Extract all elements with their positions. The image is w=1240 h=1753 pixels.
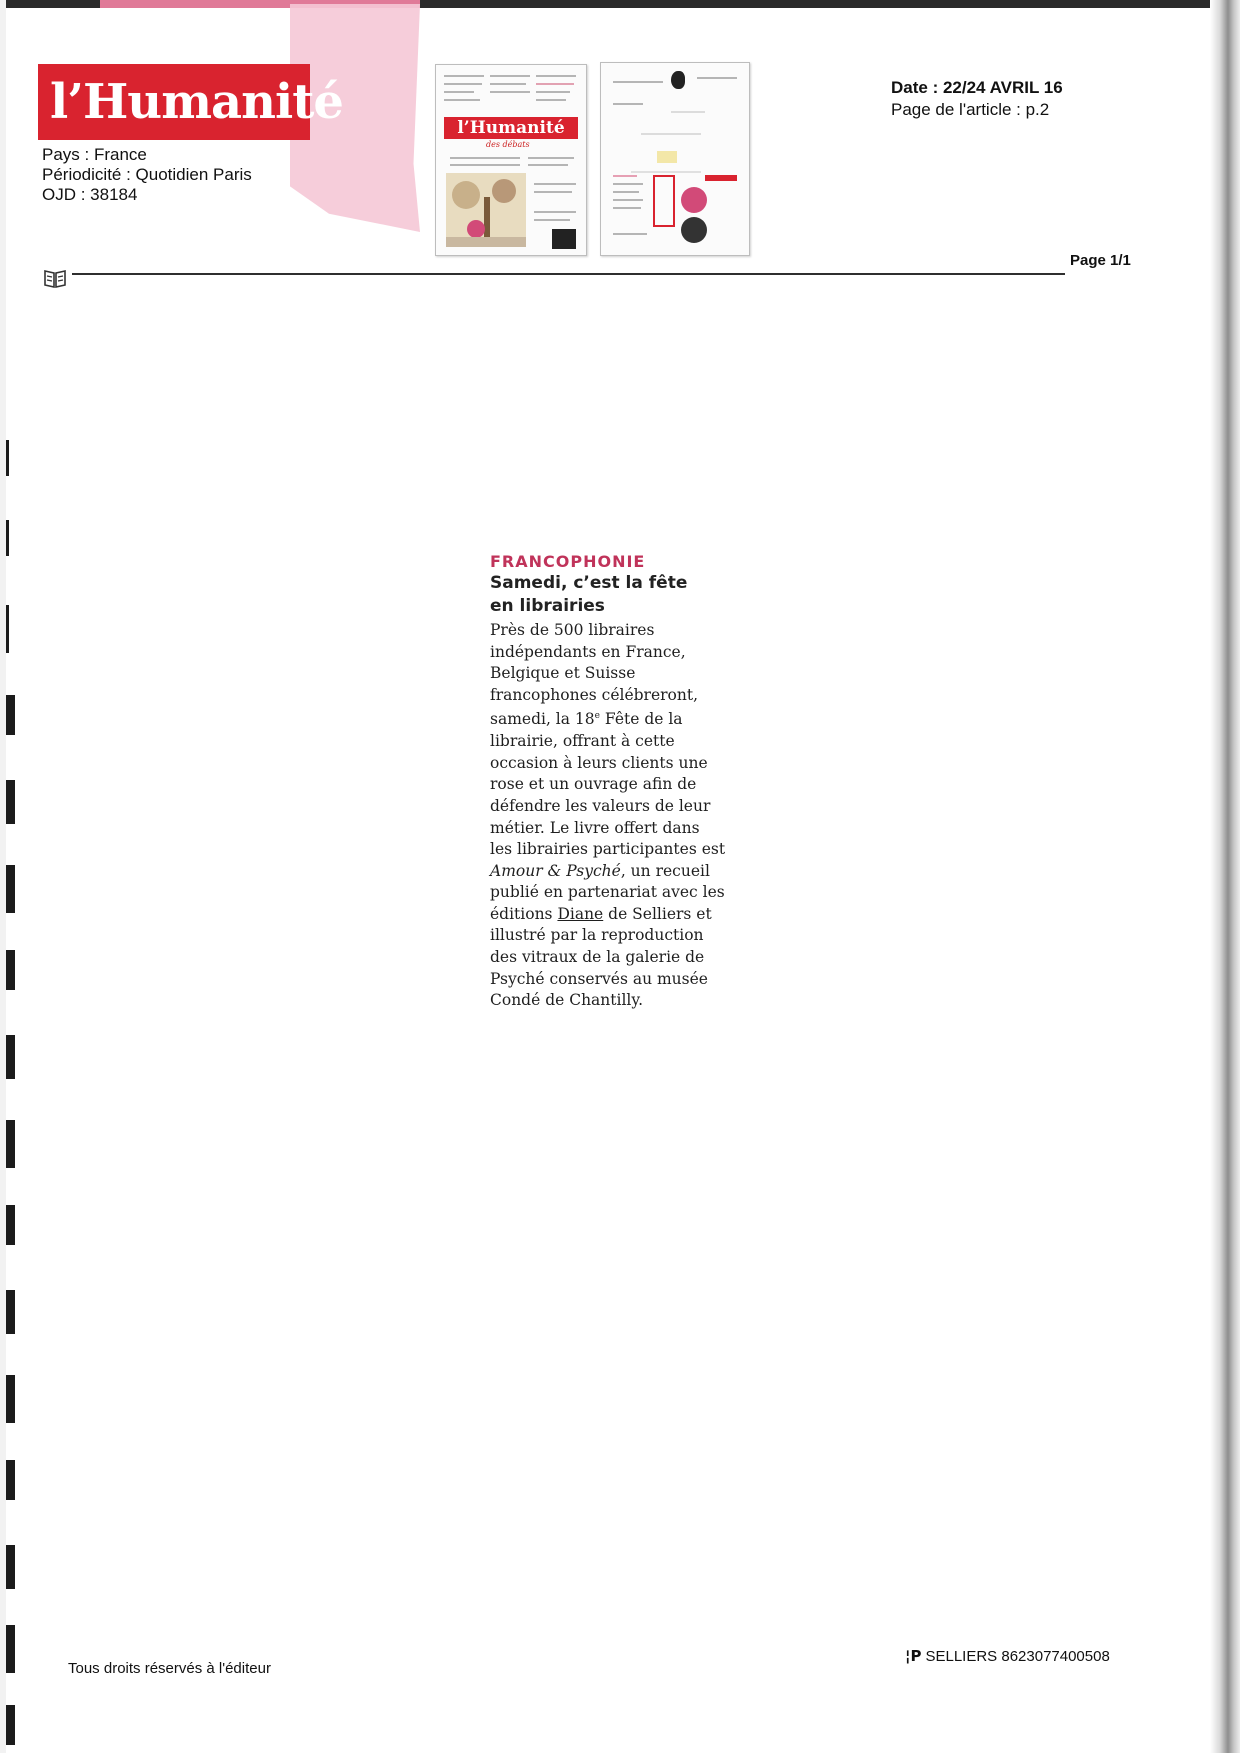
article-page: Page de l'article : p.2 <box>891 100 1050 119</box>
thumbnail-masthead: l’Humanité <box>444 117 578 139</box>
punch-hole <box>6 1625 15 1673</box>
punch-hole <box>6 1290 15 1334</box>
punch-hole <box>6 1460 15 1500</box>
page-count: Page 1/1 <box>1070 252 1131 269</box>
country-line: Pays : France <box>42 145 147 164</box>
barcode-icon: ¦P <box>905 1647 922 1665</box>
punch-hole <box>6 1545 15 1589</box>
body-text-4: de Selliers et illustré par la reproduction des vitraux de la galerie de Psyché conservés au musée Condé de Chantilly. <box>490 904 712 1010</box>
punch-hole <box>6 950 15 990</box>
article-body <box>490 620 726 1012</box>
book-title: Amour & Psyché <box>490 861 621 880</box>
document-code-text: SELLIERS 8623077400508 <box>925 1648 1110 1665</box>
punch-hole <box>6 695 15 735</box>
punch-hole <box>6 1705 15 1745</box>
punch-hole <box>6 1120 15 1168</box>
scan-right-edge <box>1210 0 1240 1753</box>
punch-hole <box>6 1205 15 1245</box>
newspaper-logo: l’Humanité <box>38 64 310 140</box>
punch-hole <box>6 520 9 556</box>
punch-hole <box>6 605 9 653</box>
scan-top-edge <box>0 0 1240 8</box>
punch-hole <box>6 440 9 476</box>
article-headline: Samedi, c’est la fête en librairies <box>490 573 688 616</box>
ordinal-suffix: e <box>594 711 600 722</box>
thumbnail-illustration <box>446 173 526 247</box>
periodicity-line: Périodicité : Quotidien Paris <box>42 165 252 184</box>
header-divider <box>72 273 1065 275</box>
body-text-3: , un recueil publié en partenariat avec les éditions <box>490 861 725 923</box>
date-block <box>891 77 1063 121</box>
thumbnail-subtitle: des débats <box>486 140 530 149</box>
body-text-2: Fête de la librairie, offrant à cette occasion à leurs clients une rose et un ouvrage afin de défendre les valeurs de leur métier. Le livre offert dans les librairies participantes est <box>490 710 726 859</box>
article-kicker: FRANCOPHONIE <box>490 552 646 571</box>
rights-notice: Tous droits réservés à l'éditeur <box>68 1660 271 1677</box>
punch-hole <box>6 865 15 913</box>
body-text-1: Près de 500 libraires indépendants en France, Belgique et Suisse francophones célébreront, samedi, la 18 <box>490 621 699 729</box>
publisher-name: Diane <box>557 904 604 923</box>
article-page-thumbnail <box>600 62 750 256</box>
front-page-thumbnail <box>435 64 587 256</box>
issue-date: Date : 22/24 AVRIL 16 <box>891 78 1063 97</box>
publication-meta <box>42 145 252 205</box>
article <box>490 552 730 1012</box>
punch-hole <box>6 780 15 824</box>
punch-hole <box>6 1375 15 1423</box>
book-icon <box>44 268 66 288</box>
punch-hole <box>6 1035 15 1079</box>
ojd-line: OJD : 38184 <box>42 185 138 204</box>
document-code <box>905 1647 1110 1665</box>
